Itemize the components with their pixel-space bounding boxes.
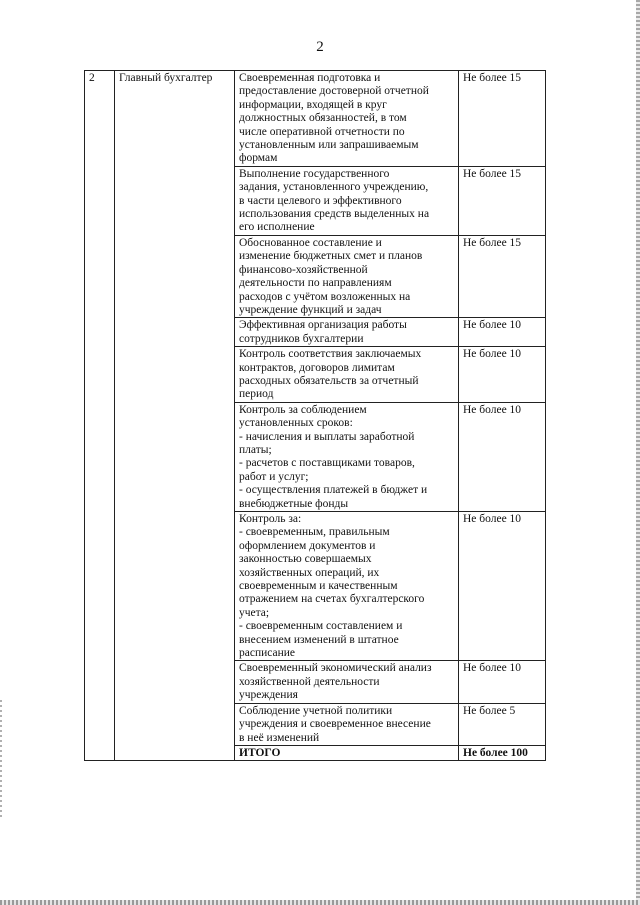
scan-edge-right [636,0,640,905]
scan-edge-left [0,700,2,820]
scan-edge-bottom [0,900,640,905]
criterion-cell: Контроль соответствия заключаемых контрактов, договоров лимитам расходных обязательств за отчетный период [235,347,459,403]
total-value: Не более 100 [459,745,546,760]
total-label: ИТОГО [235,745,459,760]
score-cell: Не более 10 [459,512,546,661]
position-cell: Главный бухгалтер [115,71,235,761]
criterion-cell: Эффективная организация работы сотрудников бухгалтерии [235,318,459,347]
score-cell: Не более 10 [459,402,546,511]
criterion-cell: Обоснованное составление и изменение бюджетных смет и планов финансово-хозяйственной деятельности по направлениям расходов с учётом возложенных на учреждение функций и задач [235,235,459,317]
table-row [85,71,546,167]
criterion-cell: Выполнение государственного задания, установленного учреждению, в части целевого и эффективного использования средств выделенных на его исполнение [235,166,459,235]
criterion-cell: Своевременная подготовка и предоставление достоверной отчетной информации, входящей в круг должностных обязанностей, в том числе оперативной отчетности по установленным или запрашиваемым формам [235,71,459,167]
page-number: 2 [316,39,324,55]
score-cell: Не более 15 [459,235,546,317]
criterion-cell: Контроль за: - своевременным, правильным оформлением документов и законностью совершаемых хозяйственных операций, их своевременным и качественным отражением на счетах бухгалтерского учета; - своевременным составлением и внесением изменений в штатное расписание [235,512,459,661]
score-cell: Не более 15 [459,71,546,167]
score-cell: Не более 5 [459,703,546,745]
score-cell: Не более 10 [459,661,546,703]
criterion-cell: Контроль за соблюдением установленных сроков: - начисления и выплаты заработной платы; - расчетов с поставщиками товаров, работ и услуг; - осуществления платежей в бюджет и внебюджетные фонды [235,402,459,511]
criterion-cell: Своевременный экономический анализ хозяйственной деятельности учреждения [235,661,459,703]
score-cell: Не более 10 [459,347,546,403]
score-cell: Не более 15 [459,166,546,235]
criteria-table [84,70,546,761]
criterion-cell: Соблюдение учетной политики учреждения и своевременное внесение в неё изменений [235,703,459,745]
score-cell: Не более 10 [459,318,546,347]
row-number-cell: 2 [85,71,115,761]
